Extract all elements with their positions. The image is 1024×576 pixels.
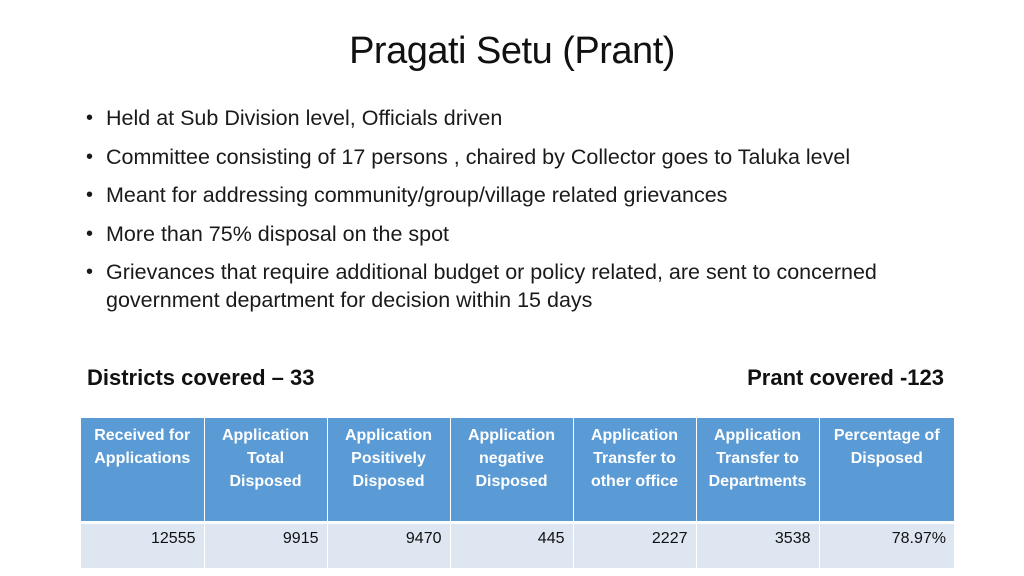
bullet-item bbox=[86, 181, 976, 209]
bullet-text: Committee consisting of 17 persons , chaired by Collector goes to Taluka level bbox=[106, 144, 851, 169]
header-percentage-disposed: Percentage of Disposed bbox=[819, 418, 954, 523]
bullet-list bbox=[86, 104, 976, 325]
disposal-table bbox=[81, 418, 954, 568]
bullet-item bbox=[86, 104, 976, 132]
header-received: Received for Applications bbox=[81, 418, 204, 523]
table-row bbox=[81, 523, 954, 569]
districts-covered: Districts covered – 33 bbox=[87, 365, 315, 390]
slide-title: Pragati Setu (Prant) bbox=[349, 30, 675, 72]
cell-transfer-departments: 3538 bbox=[696, 523, 819, 569]
bullet-text: More than 75% disposal on the spot bbox=[106, 221, 450, 246]
header-total-disposed: Application Total Disposed bbox=[204, 418, 327, 523]
cell-percentage-disposed: 78.97% bbox=[819, 523, 954, 569]
bullet-item bbox=[86, 143, 976, 171]
cell-positively-disposed: 9470 bbox=[327, 523, 450, 569]
cell-transfer-other-office: 2227 bbox=[573, 523, 696, 569]
cell-total-disposed: 9915 bbox=[204, 523, 327, 569]
header-transfer-departments: Application Transfer to Departments bbox=[696, 418, 819, 523]
header-positively-disposed: Application Positively Disposed bbox=[327, 418, 450, 523]
bullet-icon: • bbox=[86, 107, 94, 129]
header-transfer-other-office: Application Transfer to other office bbox=[573, 418, 696, 523]
header-negative-disposed: Application negative Disposed bbox=[450, 418, 573, 523]
table-header-row bbox=[81, 418, 954, 523]
bullet-item bbox=[86, 258, 976, 314]
bullet-icon: • bbox=[86, 145, 94, 168]
bullet-text: Grievances that require additional budget or policy related, are sent to concerned government department for decision within 15 days bbox=[106, 260, 877, 312]
bullet-icon: • bbox=[86, 222, 94, 245]
cell-received: 12555 bbox=[81, 523, 204, 569]
cell-negative-disposed: 445 bbox=[450, 523, 573, 569]
bullet-text: Meant for addressing community/group/village related grievances bbox=[106, 183, 728, 207]
bullet-text: Held at Sub Division level, Officials driven bbox=[106, 106, 503, 130]
prant-covered: Prant covered -123 bbox=[747, 365, 944, 390]
bullet-item bbox=[86, 220, 976, 248]
bullet-icon: • bbox=[86, 184, 94, 206]
bullet-icon: • bbox=[86, 261, 94, 283]
